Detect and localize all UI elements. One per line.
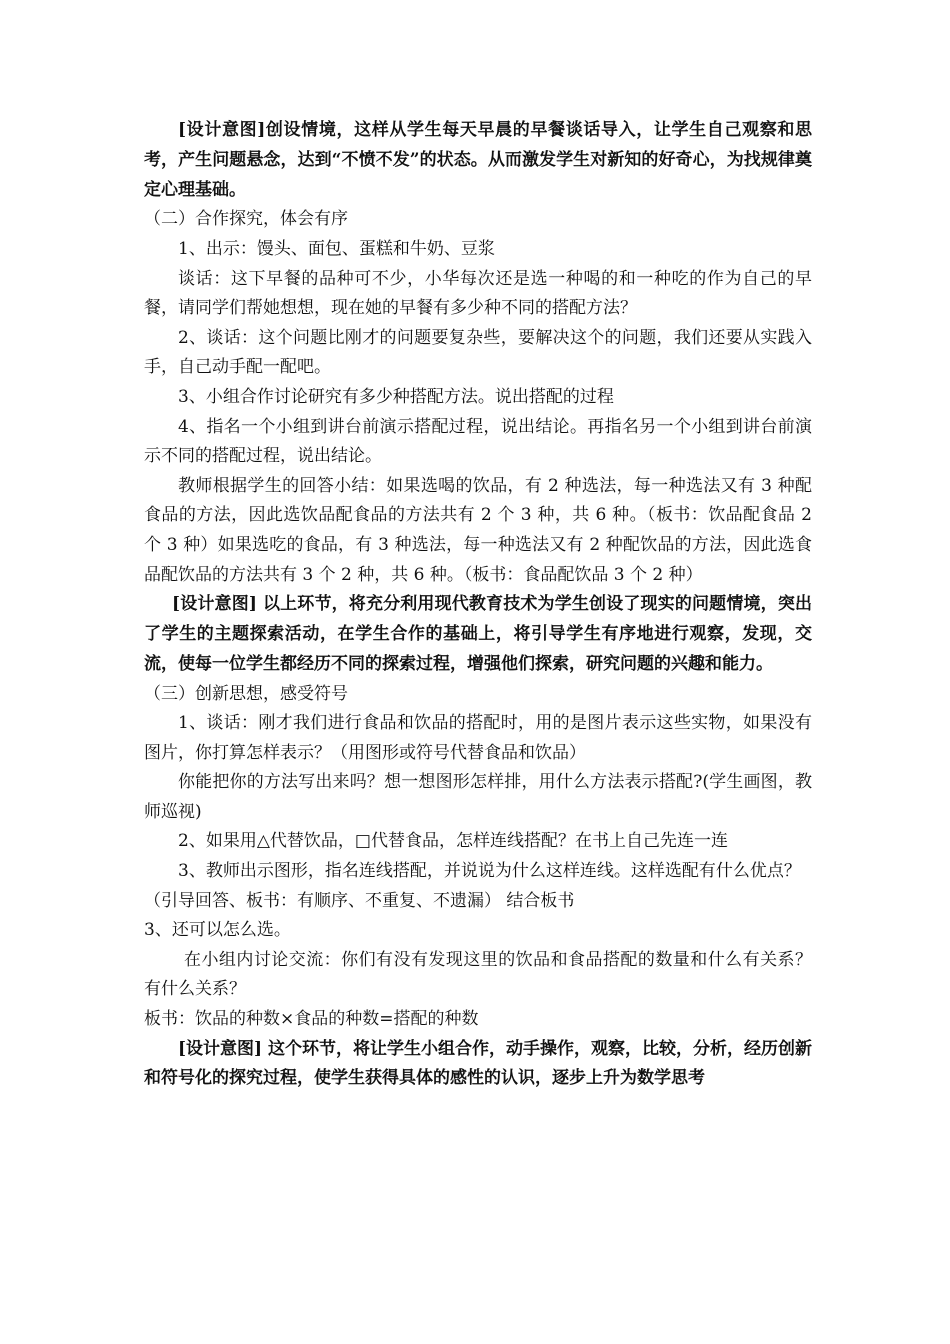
design-intent-paragraph-1: [设计意图]创设情境，这样从学生每天早晨的早餐谈话导入，让学生自己观察和思考，产生问题悬念，达到“不愤不发”的状态。从而激发学生对新知的好奇心，为找规律奠定心理基础。 — [144, 120, 812, 200]
body-paragraph: 在小组内讨论交流：你们有没有发现这里的饮品和食品搭配的数量和什么有关系？ 有什么关系？ — [144, 949, 812, 1000]
board-formula-paragraph: 板书：饮品的种数×食品的种数=搭配的种数 — [144, 1009, 479, 1030]
document-body — [144, 116, 812, 1094]
section-heading-2: （二）合作探究，体会有序 — [144, 209, 348, 230]
body-paragraph: 4、指名一个小组到讲台前演示搭配过程，说出结论。再指名另一个小组到讲台前演示不同的搭配过程，说出结论。 — [144, 416, 812, 467]
design-intent-paragraph-2: [设计意图] 以上环节，将充分利用现代教育技术为学生创设了现实的问题情境，突出了学生的主题探索活动，在学生合作的基础上，将引导学生有序地进行观察，发现，交流，使每一位学生都经历不同的探索过程，增强他们探索，研究问题的兴趣和能力。 — [144, 594, 812, 674]
body-paragraph: 你能把你的方法写出来吗？想一想图形怎样排，用什么方法表示搭配?(学生画图，教师巡视) — [144, 772, 812, 822]
body-paragraph: 1、出示：馒头、面包、蛋糕和牛奶、豆浆 — [178, 238, 495, 259]
body-paragraph: 2、谈话：这个问题比刚才的问题要复杂些，要解决这个的问题，我们还要从实践入手，自己动手配一配吧。 — [144, 327, 812, 378]
teacher-summary-paragraph: 教师根据学生的回答小结：如果选喝的饮品，有 2 种选法，每一种选法又有 3 种配食品的方法，因此选饮品配食品的方法共有 2 个 3 种，共 6 种。（板书：饮品配食品 2 个 3 种）如果选吃的食品，有 3 种选法，每一种选法又有 2 种配饮品的方法，因此选食品配饮品的方法共有 3 个 2 种，共 6 种。（板书：食品配饮品 3 个 2 种） — [144, 475, 812, 585]
body-paragraph: 3、教师出示图形，指名连线搭配，并说说为什么这样连线。这样选配有什么优点？ — [178, 861, 801, 882]
design-intent-paragraph-3: [设计意图] 这个环节，将让学生小组合作，动手操作，观察，比较，分析，经历创新和符号化的探究过程，使学生获得具体的感性的认识，逐步上升为数学思考 — [144, 1038, 813, 1089]
body-paragraph: 2、如果用△代替饮品，□代替食品，怎样连线搭配？在书上自己先连一连 — [178, 831, 728, 852]
body-paragraph: 1、谈话：刚才我们进行食品和饮品的搭配时，用的是图片表示这些实物，如果没有图片，你打算怎样表示？（用图形或符号代替食品和饮品） — [144, 713, 812, 763]
board-note-paragraph: （引导回答、板书：有顺序、不重复、不遗漏） 结合板书 — [144, 890, 575, 911]
body-paragraph: 3、小组合作讨论研究有多少种搭配方法。说出搭配的过程 — [178, 386, 614, 407]
body-paragraph: 3、还可以怎么选。 — [144, 920, 291, 941]
section-heading-3: （三）创新思想，感受符号 — [144, 683, 348, 704]
body-paragraph: 谈话：这下早餐的品种可不少，小华每次还是选一种喝的和一种吃的作为自己的早餐，请同学们帮她想想，现在她的早餐有多少种不同的搭配方法？ — [144, 268, 812, 319]
